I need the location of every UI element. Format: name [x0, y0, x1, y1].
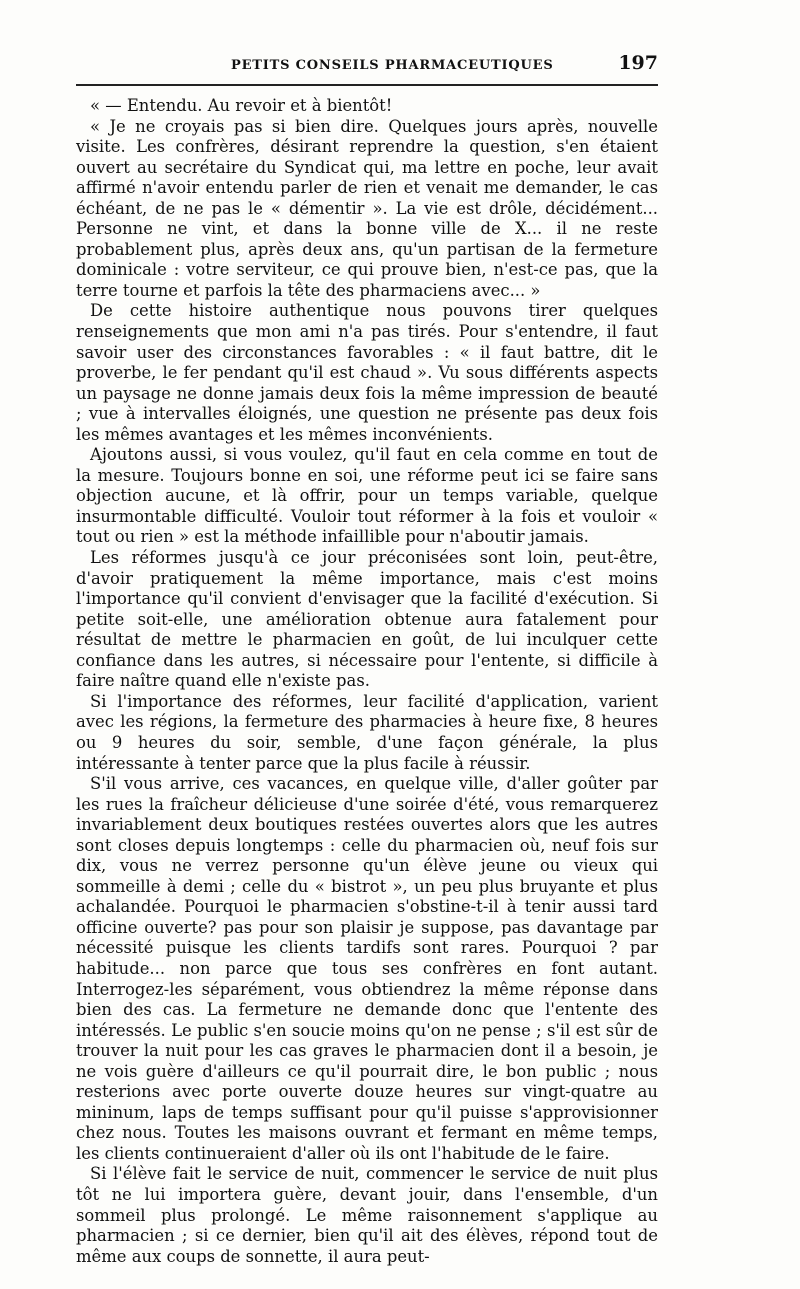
body-text: [76, 96, 658, 1267]
running-head: [76, 52, 658, 80]
paragraph: S'il vous arrive, ces vacances, en quelque ville, d'aller goûter par les rues la fraîcheur délicieuse d'une soirée d'été, vous remarquerez invariablement deux boutiques restées ouvertes alors que les autres sont closes depuis longtemps : celle du pharmacien où, neuf fois sur dix, vous ne verrez personne qu'un élève jeune ou vieux qui sommeille à demi ; celle du « bistrot », un peu plus bruyante et plus achalandée. Pourquoi le pharmacien s'obstine-t-il à tenir aussi tard officine ouverte? pas pour son plaisir je suppose, pas davantage par nécessité puisque les clients tardifs sont rares. Pourquoi ? par habitude... non parce que tous ses confrères en font autant. Interrogez-les séparément, vous obtiendrez la même réponse dans bien des cas. La fermeture ne demande donc que l'entente des intéressés. Le public s'en soucie moins qu'on ne pense ; s'il est sûr de trouver la nuit pour les cas graves le pharmacien dont il a besoin, je ne vois guère d'ailleurs ce qu'il pourrait dire, le bon public ; nous resterions avec porte ouverte douze heures sur vingt-quatre au mininum, laps de temps suffisant pour qu'il puisse s'approvisionner chez nous. Toutes les maisons ouvrant et fermant en même temps, les clients continueraient d'aller où ils ont l'habitude de le faire.: [76, 774, 658, 1163]
paragraph: Si l'importance des réformes, leur facilité d'application, varient avec les régions, la fermeture des pharmacies à heure fixe, 8 heures ou 9 heures du soir, semble, d'une façon générale, la plus intéressante à tenter parce que la plus facile à réussir.: [76, 691, 658, 773]
paragraph: « — Entendu. Au revoir et à bientôt!: [90, 96, 393, 115]
running-title: PETITS CONSEILS PHARMACEUTIQUES: [231, 58, 554, 73]
header-rule: [76, 84, 658, 86]
paragraph: Ajoutons aussi, si vous voulez, qu'il faut en cela comme en tout de la mesure. Toujours bonne en soi, une réforme peut ici se faire sans objection aucune, et là offrir, pour un temps variable, quelque insurmontable difficulté. Vouloir tout réformer à la fois et vouloir « tout ou rien » est la méthode infaillible pour n'aboutir jamais.: [76, 445, 658, 547]
paragraph: Les réformes jusqu'à ce jour préconisées sont loin, peut-être, d'avoir pratiquement la même importance, mais c'est moins l'importance qu'il convient d'envisager que la facilité d'exécution. Si petite soit-elle, une amélioration obtenue aura fatalement pour résultat de mettre le pharmacien en goût, de lui inculquer cette confiance dans les autres, si nécessaire pour l'entente, si difficile à faire naître quand elle n'existe pas.: [76, 548, 658, 691]
paragraph: « Je ne croyais pas si bien dire. Quelques jours après, nouvelle visite. Les confrères, désirant reprendre la question, s'en étaient ouvert au secrétaire du Syndicat qui, ma lettre en poche, leur avait affirmé n'avoir entendu parler de rien et venait me demander, le cas échéant, de ne pas le « démentir ». La vie est drôle, décidément... Personne ne vint, et dans la bonne ville de X... il ne reste probablement plus, après deux ans, qu'un partisan de la fermeture dominicale : votre serviteur, ce qui prouve bien, n'est-ce pas, que la terre tourne et parfois la tête des pharmaciens avec... »: [76, 116, 658, 300]
paragraph: De cette histoire authentique nous pouvons tirer quelques renseignements que mon ami n'a pas tirés. Pour s'entendre, il faut savoir user des circonstances favorables : « il faut battre, dit le proverbe, le fer pendant qu'il est chaud ». Vu sous différents aspects un paysage ne donne jamais deux fois la même impression de beauté ; vue à intervalles éloignés, une question ne présente pas deux fois les mêmes avantages et les mêmes inconvénients.: [76, 301, 658, 444]
paragraph: Si l'élève fait le service de nuit, commencer le service de nuit plus tôt ne lui importera guère, devant jouir, dans l'ensemble, d'un sommeil plus prolongé. Le même raisonnement s'applique au pharmacien ; si ce dernier, bien qu'il ait des élèves, répond tout de même aux coups de sonnette, il aura peut-: [76, 1164, 658, 1266]
page-number: 197: [618, 52, 658, 74]
